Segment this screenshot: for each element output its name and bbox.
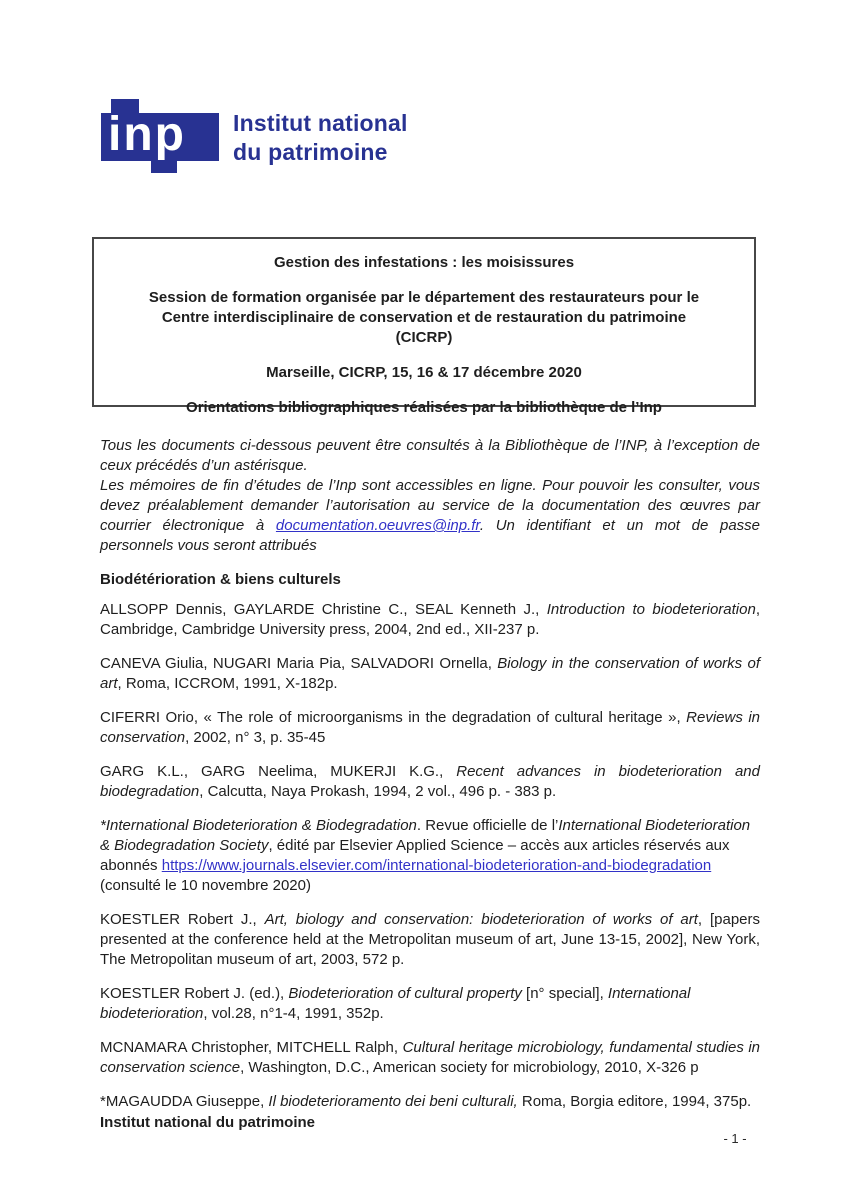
- title-line-3: Marseille, CICRP, 15, 16 & 17 décembre 2020: [266, 364, 582, 381]
- bib-entry: [100, 654, 760, 694]
- text-run: Cultural heritage microbiology, fundamental studies in conservation science: [100, 1039, 760, 1076]
- text-run: KOESTLER Robert J.,: [100, 911, 265, 928]
- text-run: GARG K.L., GARG Neelima, MUKERJI K.G.,: [100, 763, 457, 780]
- text-run: ALLSOPP Dennis, GAYLARDE Christine C., SEAL Kenneth J.,: [100, 601, 547, 618]
- text-run: , Washington, D.C., American society for microbiology, 2010, X-326 p: [240, 1059, 699, 1076]
- text-run: Roma, Borgia editore, 1994, 375p.: [517, 1093, 752, 1110]
- text-run: CANEVA Giulia, NUGARI Maria Pia, SALVADORI Ornella,: [100, 655, 498, 672]
- bib-entry: [100, 910, 760, 970]
- logo-shape-bottom-tab: [151, 161, 177, 173]
- text-run: Biology in the conservation of works of art: [100, 655, 760, 692]
- text-run: MCNAMARA Christopher, MITCHELL Ralph,: [100, 1039, 403, 1056]
- bib-entry: [100, 816, 760, 896]
- text-run: International biodeterioration: [100, 985, 691, 1022]
- text-run: Biodeterioration of cultural property: [288, 985, 522, 1002]
- page-number: - 1 -: [723, 1131, 747, 1146]
- intro-paragraph: [100, 436, 760, 476]
- bib-entry: [100, 1038, 760, 1078]
- text-run: (consulté le 10 novembre 2020): [100, 877, 311, 894]
- text-run: CIFERRI Orio, « The role of microorganisms in the degradation of cultural heritage »,: [100, 709, 687, 726]
- text-run: . Un identifiant et un mot de passe personnels vous seront attribués: [100, 517, 761, 554]
- bib-entry: [100, 762, 760, 802]
- text-run: . Revue officielle de l’: [416, 817, 559, 834]
- text-run: Recent advances in biodeterioration and biodegradation: [100, 763, 760, 800]
- text-run: , édité par Elsevier Applied Science – accès aux articles réservés aux abonnés: [100, 837, 730, 874]
- text-run: KOESTLER Robert J. (ed.),: [100, 985, 289, 1002]
- text-run: *MAGAUDDA Giuseppe,: [100, 1093, 269, 1110]
- text-run: Les mémoires de fin d’études de l’Inp sont accessibles en ligne. Pour pouvoir les consulter, vous devez préalablement demander l’autorisation au service de la documentation des œuvres par courrier électronique à: [100, 477, 760, 534]
- email-link[interactable]: documentation.oeuvres@inp.fr: [275, 517, 480, 534]
- text-run: Introduction to biodeterioration: [546, 601, 756, 618]
- bib-entry: [100, 1092, 760, 1112]
- text-run: , Roma, ICCROM, 1991, X-182p.: [117, 675, 338, 692]
- inp-logo: [101, 99, 219, 173]
- bib-entry: [100, 708, 760, 748]
- logo-org-name-line2: du patrimoine: [233, 139, 388, 165]
- footer-org-name: Institut national du patrimoine: [100, 1114, 315, 1131]
- text-run: *International Biodeterioration & Biodegradation: [100, 817, 417, 834]
- section-heading: Biodétérioration & biens culturels: [100, 571, 341, 588]
- text-run: International Biodeterioration & Biodegradation Society: [100, 817, 751, 854]
- text-run: Il biodeterioramento dei beni culturali,: [268, 1093, 518, 1110]
- journal-url-link[interactable]: https://www.journals.elsevier.com/international-biodeterioration-and-biodegradation: [161, 857, 712, 874]
- title-box: [92, 237, 756, 416]
- text-run: , Calcutta, Naya Prokash, 1994, 2 vol., 496 p. - 383 p.: [199, 783, 557, 800]
- text-run: Tous les documents ci-dessous peuvent être consultés à la Bibliothèque de l’INP, à l’exception de ceux précédés d’un astérisque.: [100, 437, 760, 474]
- text-run: Reviews in conservation: [100, 709, 760, 746]
- text-run: , 2002, n° 3, p. 35-45: [185, 729, 326, 746]
- text-run: [n° special],: [521, 985, 608, 1002]
- bib-entry: [100, 984, 760, 1024]
- bibliography-list: [100, 600, 760, 1126]
- text-run: , Cambridge, Cambridge University press, 2004, 2nd ed., XII-237 p.: [100, 601, 760, 638]
- bib-entry: [100, 600, 760, 640]
- title-line-2: Session de formation organisée par le département des restaurateurs pour le Centre interdisciplinaire de conservation et de restauration du patrimoine (CICRP): [148, 289, 700, 346]
- text-run: Art, biology and conservation: biodeterioration of works of art: [264, 911, 698, 928]
- intro-paragraph: [100, 476, 760, 556]
- text-run: , [papers presented at the conference held at the Metropolitan museum of art, June 13-15, 2002], New York, The Metropolitan museum of art, 2003, 572 p.: [100, 911, 760, 968]
- inp-logo-text: inp: [108, 108, 186, 161]
- title-line-1: Gestion des infestations : les moisissures: [273, 254, 575, 271]
- logo-org-name-line1: Institut national: [233, 110, 408, 136]
- text-run: , vol.28, n°1-4, 1991, 352p.: [203, 1005, 384, 1022]
- logo-org-name: [233, 109, 408, 167]
- title-line-4: Orientations bibliographiques réalisées par la bibliothèque de l’Inp: [186, 399, 662, 416]
- intro-note: [100, 436, 760, 556]
